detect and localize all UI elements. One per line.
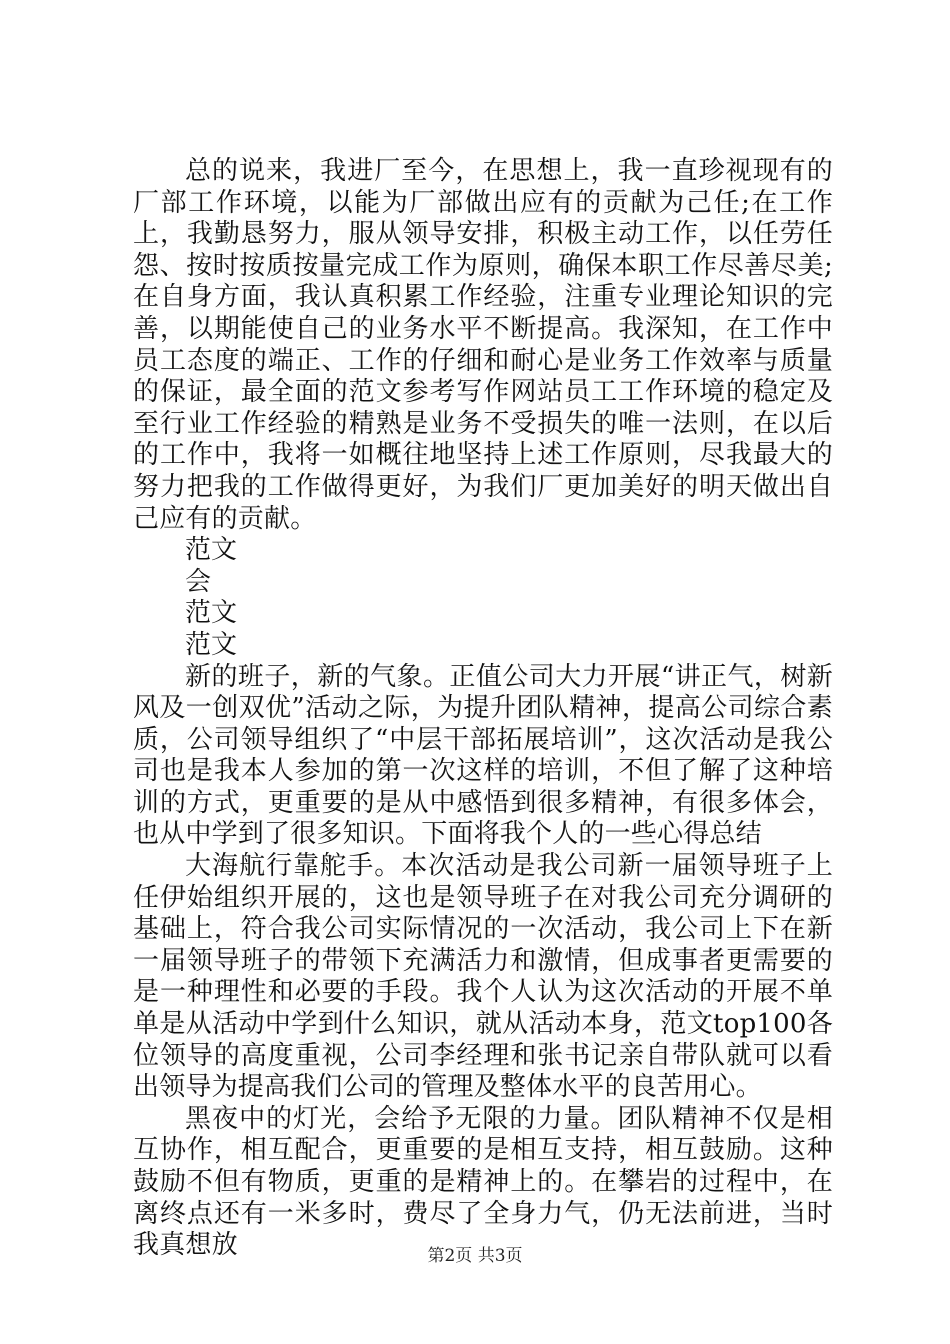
paragraph-summary: 总的说来，我进厂至今，在思想上，我一直珍视现有的厂部工作环境，以能为厂部做出应有的贡献为己任;在工作上，我勤恳努力，服从领导安排，积极主动工作，以任劳任怨、按时按质按量完成工作为原则，确保本职工作尽善尽美;在自身方面，我认真积累工作经验，注重专业理论知识的完善，以期能使自己的业务水平不断提高。我深知，在工作中员工态度的端正、工作的仔细和耐心是业务工作效率与质量的保证，最全面的范文参考写作网站员工工作环境的稳定及至行业工作经验的精熟是业务不受损失的唯一法则，在以后的工作中，我将一如概往地坚持上述工作原则，尽我最大的努力把我的工作做得更好，为我们厂更加美好的明天做出自己应有的贡献。 — [133, 156, 833, 534]
paragraph-heading-hui: 会 — [185, 566, 212, 597]
paragraph-new-team: 新的班子，新的气象。正值公司大力开展“讲正气，树新风及一创双优”活动之际，为提升团队精神，提高公司综合素质，公司领导组织了“中层干部拓展培训”，这次活动是我公司也是我本人参加的第一次这样的培训，不但了解了这种培训的方式，更重要的是从中感悟到很多精神，有很多体会，也从中学到了很多知识。下面将我个人的一些心得总结 — [133, 661, 833, 850]
paragraph-heading-fanwen-3: 范文 — [185, 629, 238, 660]
paragraph-helmsman: 大海航行靠舵手。本次活动是我公司新一届领导班子上任伊始组织开展的，这也是领导班子在对我公司充分调研的基础上，符合我公司实际情况的一次活动，我公司上下在新一届领导班子的带领下充满活力和激情，但成事者更需要的是一种理性和必要的手段。我个人认为这次活动的开展不单单是从活动中学到什么知识，就从活动本身，范文top100各位领导的高度重视，公司李经理和张书记亲自带队就可以看出领导为提高我们公司的管理及整体水平的良苦用心。 — [133, 851, 833, 1103]
paragraph-light: 黑夜中的灯光，会给予无限的力量。团队精神不仅是相互协作，相互配合，更重要的是相互支持，相互鼓励。这种鼓励不但有物质，更重的是精神上的。在攀岩的过程中，在离终点还有一米多时，费尽了全身力气，仍无法前进，当时我真想放 — [133, 1103, 833, 1261]
page-footer: 第2页 共3页 — [427, 1246, 523, 1266]
paragraph-heading-fanwen-1: 范文 — [185, 535, 238, 566]
document-body — [133, 156, 833, 1262]
paragraph-heading-fanwen-2: 范文 — [185, 598, 238, 629]
